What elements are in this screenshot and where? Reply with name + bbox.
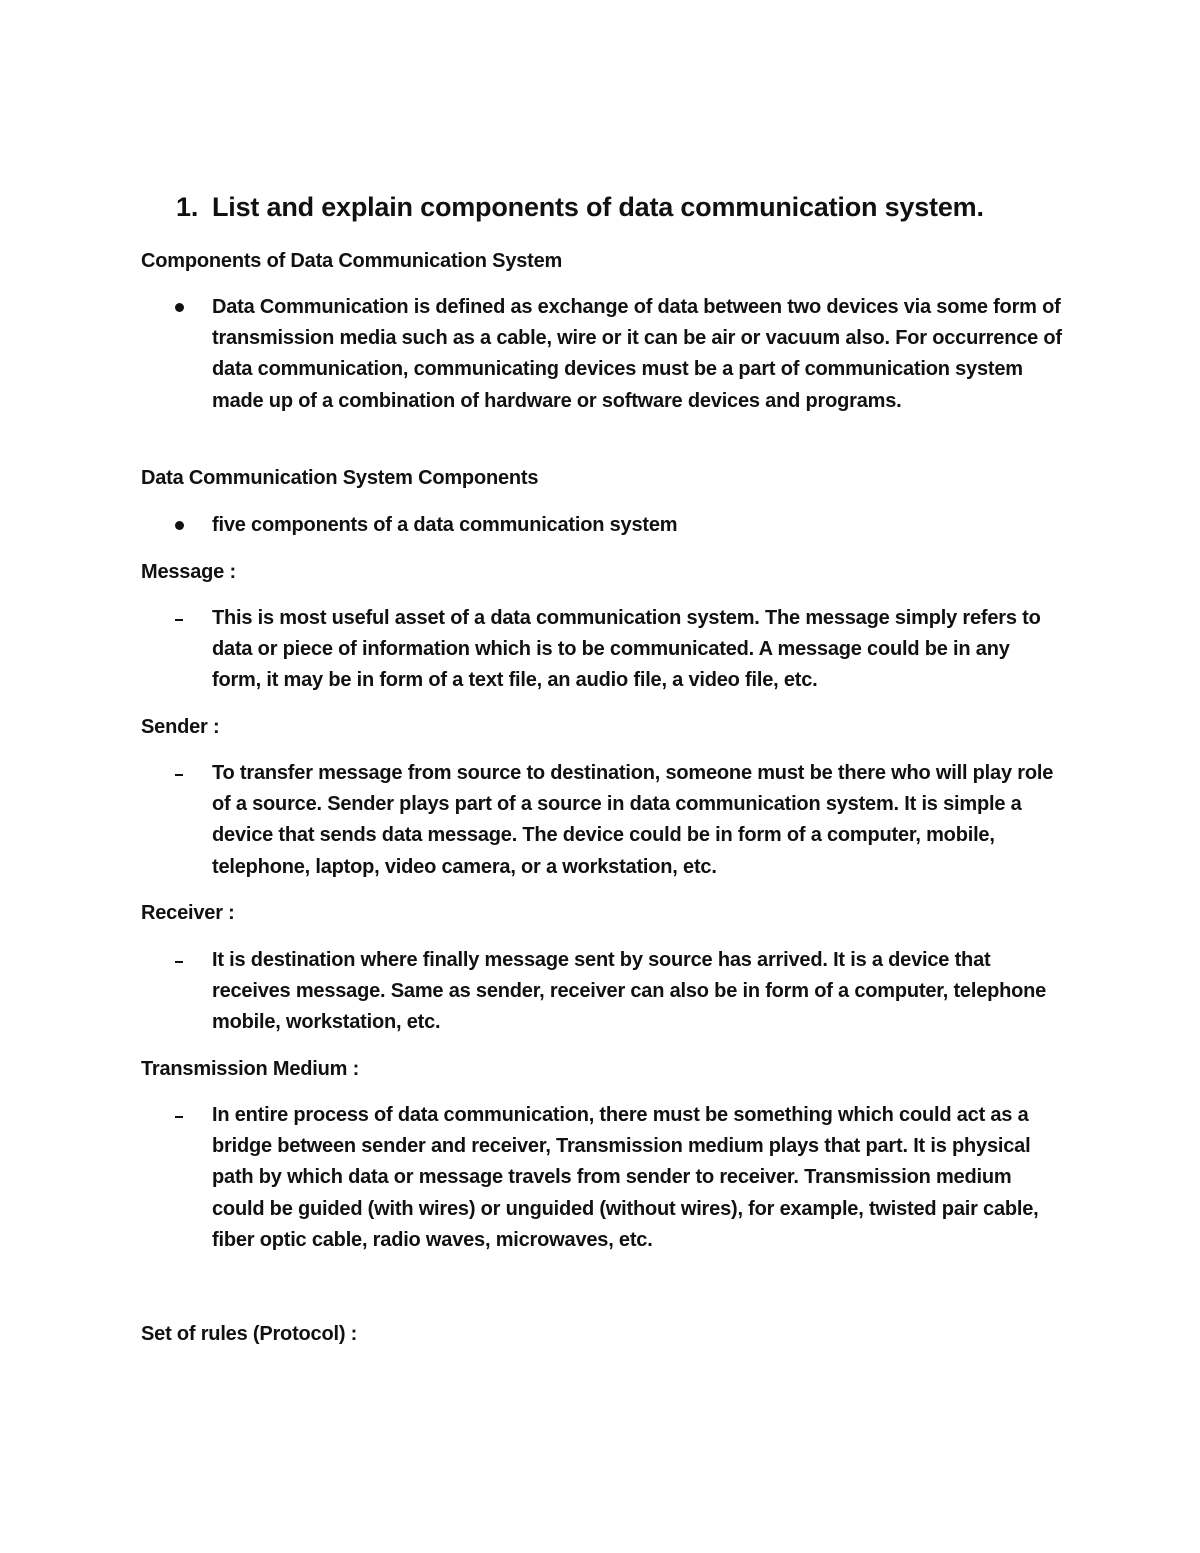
section-heading-message: Message : bbox=[141, 561, 236, 583]
section-heading-transmission-medium: Transmission Medium : bbox=[141, 1058, 360, 1080]
dash-icon bbox=[175, 945, 189, 963]
receiver-description: It is destination where finally message sent by source has arrived. It is a device that receives message. Same as sender, receiver can also be in form of a computer, telephone mobile, workstation, etc. bbox=[212, 949, 1047, 1034]
question-title bbox=[176, 192, 984, 223]
five-components-item: five components of a data communication system bbox=[212, 514, 678, 536]
bullet-icon bbox=[175, 292, 189, 312]
transmission-medium-description: In entire process of data communication, there must be something which could act as a bridge between sender and receiver, Transmission medium plays that part. It is physical path by which data or message travels from sender to receiver. Transmission medium could be guided (with wires) or unguided (without wires), for example, twisted pair cable, fiber optic cable, radio waves, microwaves, etc. bbox=[212, 1104, 1039, 1251]
message-description: This is most useful asset of a data communication system. The message simply refers to data or piece of information which is to be communicated. A message could be in any form, it may be in form of a text file, an audio file, a video file, etc. bbox=[212, 607, 1041, 692]
bullet-icon bbox=[175, 510, 189, 530]
question-number: 1. bbox=[176, 192, 199, 222]
sender-description: To transfer message from source to destination, someone must be there who will play role of a source. Sender plays part of a source in data communication system. It is simple a device that sends data message. The device could be in form of a computer, mobile, telephone, laptop, video camera, or a workstation, etc. bbox=[212, 762, 1054, 878]
section-heading-protocol: Set of rules (Protocol) : bbox=[141, 1323, 358, 1345]
dash-icon bbox=[175, 603, 189, 621]
question-text: List and explain components of data communication system. bbox=[212, 192, 984, 222]
dash-icon bbox=[175, 1100, 189, 1118]
section-heading-dcs-components: Data Communication System Components bbox=[141, 467, 539, 489]
section-heading-components-of-dcs: Components of Data Communication System bbox=[141, 250, 563, 272]
section-heading-sender: Sender : bbox=[141, 716, 220, 738]
dash-icon bbox=[175, 758, 189, 776]
intro-definition-paragraph: Data Communication is defined as exchange of data between two devices via some form of transmission media such as a cable, wire or it can be air or vacuum also. For occurrence of data communication, communicating devices must be a part of communication system made up of a combination of hardware or software devices and programs. bbox=[212, 296, 1062, 412]
section-heading-receiver: Receiver : bbox=[141, 902, 235, 924]
